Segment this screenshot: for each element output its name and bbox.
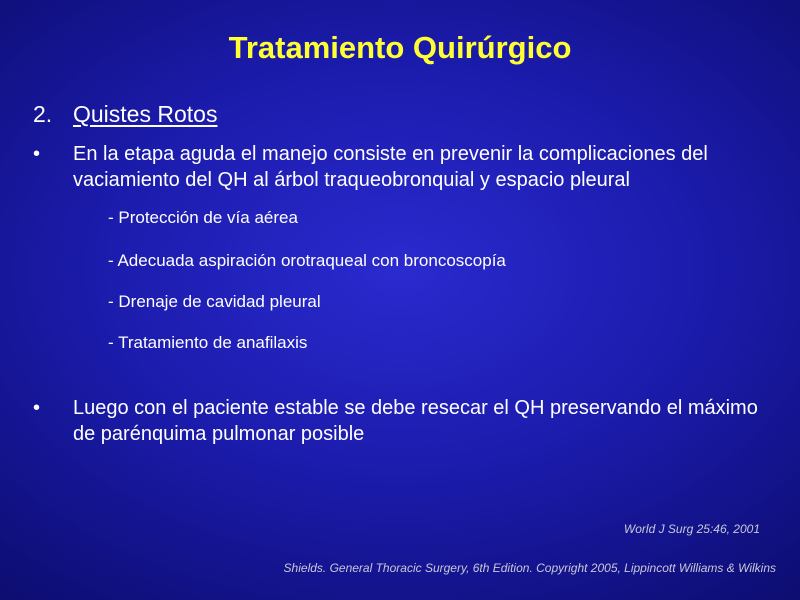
numbered-heading xyxy=(33,101,217,128)
sub-item: - Adecuada aspiración orotraqueal con broncoscopía xyxy=(108,251,506,270)
bullet-text: Luego con el paciente estable se debe resecar el QH preservando el máximo de parénquima pulmonar posible xyxy=(73,397,758,445)
bullet-dot: • xyxy=(33,397,41,419)
bullet-text: En la etapa aguda el manejo consiste en prevenir la complicaciones del vaciamiento del QH al árbol traqueobronquial y espacio pleural xyxy=(73,143,708,191)
sub-item: - Tratamiento de anafilaxis xyxy=(108,333,308,352)
sub-item: - Drenaje de cavidad pleural xyxy=(108,292,321,311)
reference-citation: World J Surg 25:46, 2001 xyxy=(623,522,760,536)
bullet-item xyxy=(33,141,773,193)
section-number: 2. xyxy=(33,101,53,127)
bullet-dot: • xyxy=(33,143,41,165)
section-heading: Quistes Rotos xyxy=(73,101,218,127)
sub-item: - Protección de vía aérea xyxy=(108,208,298,227)
slide-title: Tratamiento Quirúrgico xyxy=(228,30,572,65)
reference-citation: Shields. General Thoracic Surgery, 6th Edition. Copyright 2005, Lippincott Williams & Wilkins xyxy=(283,561,776,575)
bullet-item xyxy=(33,395,773,447)
